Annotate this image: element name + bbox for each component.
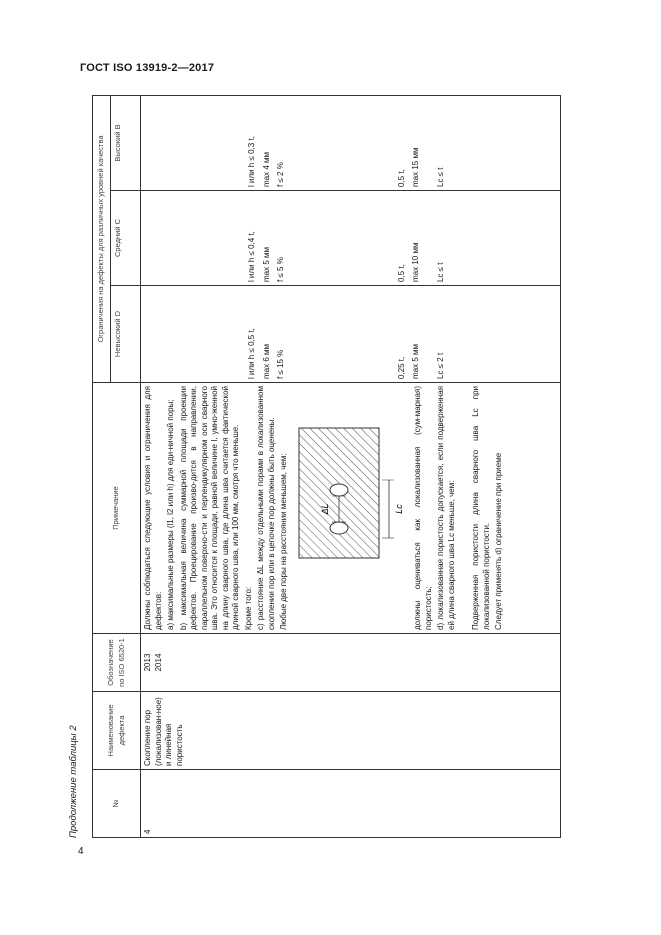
row-designation: [141, 634, 561, 692]
note-text: b) максимальная величина суммарной площади проекции дефектов. Проецирование произво-дится в направлении, параллельном поверхно-сти и перпендикулярном оси сварного шва. Это относится к площади, равной величине l, умно-женной на длину сварного шва, где длина шва считается фактической длиной сварного шва, или 100 мм, смотря что меньше.: [178, 386, 240, 630]
limits-level-c: [141, 191, 561, 286]
note-text: Кроме того:: [243, 586, 253, 630]
limit-value: 0,5 t,: [396, 169, 406, 187]
limit-value: Lc ≤ t: [435, 262, 445, 282]
col-header-level-c: Средний C: [111, 191, 141, 286]
limit-value: max 6 мм: [261, 343, 271, 379]
row-number: 4: [141, 770, 561, 838]
page-header-title: ГОСТ ISO 13919-2—2017: [80, 62, 215, 74]
note-text: Следует применять d) ограничение при приеме: [494, 452, 503, 630]
note-text: а) максимальные размеры (l1, l2 или h) для еди-ничной поры;: [166, 399, 175, 630]
col-header-designation: Обозначение по ISO 6520-1: [93, 634, 141, 692]
note-text: Должны соблюдаться следующие условия и ограничения для дефектов:: [143, 386, 163, 630]
row-note: [141, 383, 561, 634]
limit-value: f ≤ 15 %: [276, 349, 285, 379]
table-row: [141, 96, 561, 838]
designation-code: 2014: [153, 653, 163, 672]
pore-distance-figure: [294, 386, 408, 630]
note-text: Подверженная пористости длина сварного шва Lc при локализованной пористости.: [471, 386, 491, 630]
lc-label: Lc: [393, 504, 404, 514]
page-number: 4: [78, 846, 84, 857]
limit-value: l или h ≤ 0,4 t,: [247, 231, 256, 282]
limit-value: max 4 мм: [261, 151, 271, 187]
limit-value: l или h ≤ 0,5 t,: [247, 328, 256, 379]
table-caption: Продолжение таблицы 2: [68, 725, 79, 838]
limits-level-d: [141, 286, 561, 383]
note-text: Любые две поры на расстоянии меньшем, чем:: [279, 453, 288, 630]
limit-value: max 5 мм: [411, 343, 420, 379]
limits-level-b: [141, 96, 561, 191]
rotated-table-block: [68, 96, 583, 838]
pore-shape: [330, 484, 348, 496]
col-header-level-d: Невысокий D: [111, 286, 141, 383]
note-text: должны оцениваться как локализованная (сум-марная) пористость;: [413, 386, 433, 630]
note-text: d) локализованная пористость допускается, если подверженная ей длина сварного шва Lc меньше, чем:: [436, 386, 456, 630]
limit-value: f ≤ 5 %: [276, 257, 285, 282]
limit-value: l или h ≤ 0,3 t,: [247, 136, 256, 187]
note-text: с) расстояние ΔL между отдельными порами в локализованном скоплении пор или в цепочке пор должны быть оценены.: [256, 386, 276, 630]
limit-value: f ≤ 2 %: [276, 162, 285, 187]
pore-diagram: [294, 408, 404, 608]
designation-code: 2013: [143, 653, 152, 672]
limit-value: max 10 мм: [411, 242, 420, 282]
col-header-defect-name: Наименование дефекта: [93, 692, 141, 770]
pore-shape: [330, 522, 348, 534]
limit-value: Lc ≤ 2 t: [435, 352, 445, 379]
col-header-number: №: [93, 770, 141, 838]
defects-table: [92, 95, 561, 838]
limit-value: 0,25 t,: [396, 356, 406, 379]
row-defect-name: Скопление пор (локализован-ное) и линейная пористость: [141, 692, 561, 770]
limit-value: 0,5 t,: [396, 264, 406, 282]
col-header-level-b: Высокий B: [111, 96, 141, 191]
col-header-note: Примечание: [93, 383, 141, 634]
col-header-limits-group: Ограничения на дефекты для различных уровней качества: [93, 96, 111, 383]
limit-value: max 5 мм: [261, 246, 271, 282]
limit-value: max 15 мм: [411, 147, 420, 187]
limit-value: Lc ≤ t: [435, 167, 445, 187]
delta-l-label: ΔL: [319, 503, 330, 515]
